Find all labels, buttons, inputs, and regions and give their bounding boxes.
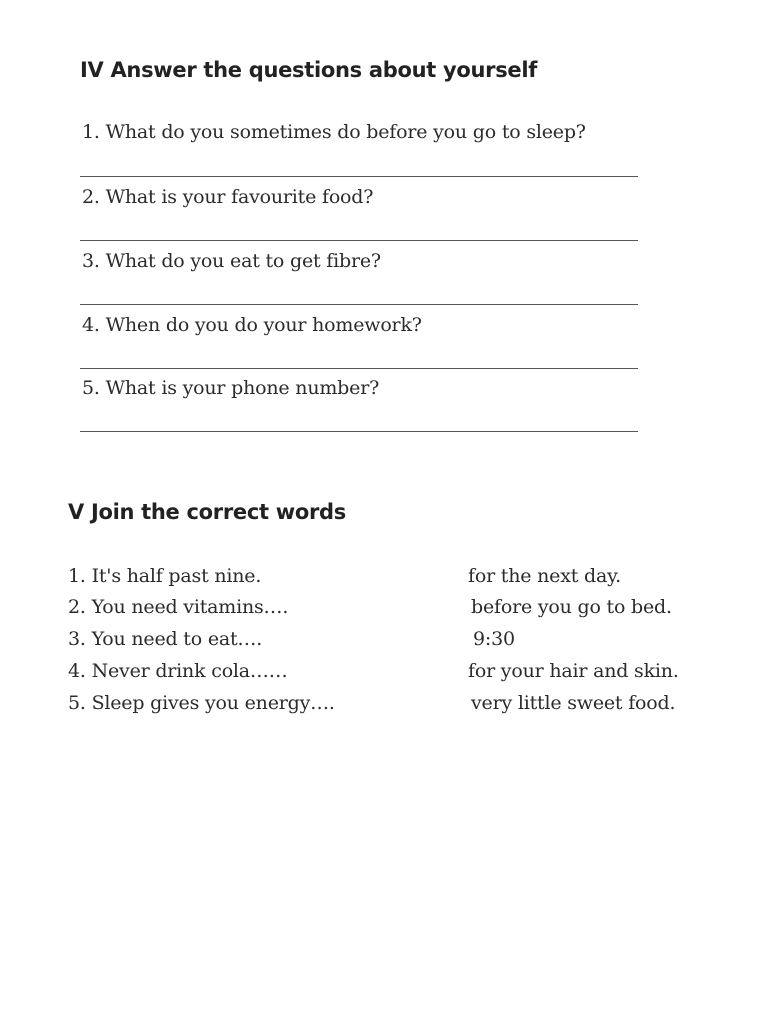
- question-1: 1. What do you sometimes do before you go to sleep?: [82, 121, 586, 143]
- question-3: 3. What do you eat to get fibre?: [82, 250, 381, 272]
- match-left-3[interactable]: 3. You need to eat….: [68, 628, 263, 650]
- match-right-5[interactable]: very little sweet food.: [471, 692, 676, 714]
- match-left-4[interactable]: 4. Never drink cola……: [68, 660, 288, 682]
- match-right-4[interactable]: for your hair and skin.: [468, 660, 679, 682]
- match-left-1[interactable]: 1. It's half past nine.: [68, 565, 262, 587]
- question-5: 5. What is your phone number?: [82, 377, 380, 399]
- match-right-3[interactable]: 9:30: [473, 628, 515, 650]
- question-2: 2. What is your favourite food?: [82, 186, 374, 208]
- match-right-2[interactable]: before you go to bed.: [471, 596, 672, 618]
- section-iv-title: IV Answer the questions about yourself: [80, 58, 538, 82]
- answer-line-4[interactable]: [80, 368, 638, 369]
- section-v-title: V Join the correct words: [68, 500, 346, 524]
- answer-line-5[interactable]: [80, 431, 638, 432]
- answer-line-3[interactable]: [80, 304, 638, 305]
- match-right-1[interactable]: for the next day.: [468, 565, 621, 587]
- match-left-2[interactable]: 2. You need vitamins….: [68, 596, 289, 618]
- match-left-5[interactable]: 5. Sleep gives you energy….: [68, 692, 335, 714]
- question-4: 4. When do you do your homework?: [82, 314, 422, 336]
- answer-line-2[interactable]: [80, 240, 638, 241]
- answer-line-1[interactable]: [80, 176, 638, 177]
